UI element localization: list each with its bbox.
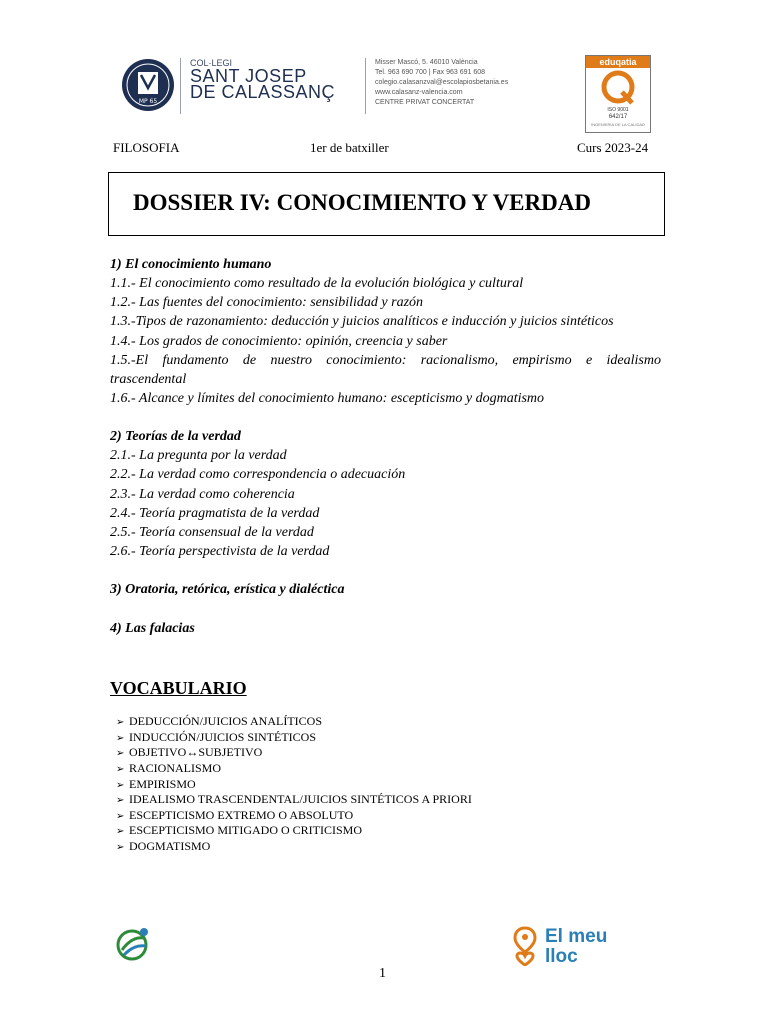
- word: conocimiento:: [326, 353, 407, 368]
- cert-iso: ISO 9001: [607, 107, 629, 113]
- address-line: www.calasanz-valencia.com: [375, 89, 463, 96]
- arrow-bullet-icon: ➢: [116, 733, 125, 744]
- list-item: 1.4.- Los grados de conocimiento: opinión, creencia y saber: [110, 334, 448, 349]
- vocabulary-item: ➢ IDEALISMO TRASCENDENTAL/JUICIOS SINTÉTICOS A PRIORI: [116, 792, 472, 806]
- word: idealismo: [606, 353, 661, 368]
- list-item: 2.1.- La pregunta por la verdad: [110, 448, 287, 463]
- word: racionalismo,: [420, 353, 499, 368]
- word: e: [585, 353, 593, 368]
- school-name-line2: DE CALASSANÇ: [190, 82, 336, 102]
- address-line: Tel. 963 690 700 | Fax 963 691 608: [375, 69, 486, 76]
- q-icon: [601, 70, 635, 106]
- cert-subtitle: INGENIERIA DE LA CALIDAD: [591, 122, 645, 127]
- arrow-bullet-icon: ➢: [116, 842, 125, 853]
- title-box: [108, 172, 665, 236]
- arrow-bullet-icon: ➢: [116, 826, 125, 837]
- school-name-line1: SANT JOSEP: [190, 66, 307, 86]
- word: empirismo: [512, 353, 572, 368]
- vocabulary-item: ➢ EMPIRISMO: [116, 777, 196, 791]
- vocabulary-item: ➢ ESCEPTICISMO MITIGADO O CRITICISMO: [116, 823, 363, 837]
- level-label: 1er de batxiller: [310, 140, 389, 155]
- header-divider: [180, 58, 181, 114]
- list-item: 2.3.- La verdad como coherencia: [110, 487, 295, 502]
- list-item-justified: [110, 353, 661, 369]
- course-label: Curs 2023-24: [577, 140, 649, 155]
- list-item: 2.6.- Teoría perspectivista de la verdad: [110, 544, 330, 559]
- list-item: 1.2.- Las fuentes del conocimiento: sensibilidad y razón: [110, 295, 424, 310]
- section-heading: 1) El conocimiento humano: [110, 257, 272, 272]
- header-divider: [365, 58, 366, 114]
- quality-certification-badge: [585, 55, 651, 133]
- globe-logo-icon: [114, 924, 154, 964]
- subject-label: FILOSOFIA: [113, 140, 180, 155]
- vocabulary-item: ➢ DOGMATISMO: [116, 839, 211, 853]
- list-item: trascendental: [110, 372, 187, 387]
- list-item: 2.5.- Teoría consensual de la verdad: [110, 525, 314, 540]
- arrow-bullet-icon: ➢: [116, 811, 125, 822]
- word: fundamento: [162, 353, 229, 368]
- section-heading: 3) Oratoria, retórica, erística y dialéctica: [110, 582, 345, 597]
- school-address-block: [375, 58, 508, 108]
- el-meu-lloc-logo-text: lloc: [545, 946, 578, 967]
- page-title: DOSSIER IV: CONOCIMIENTO Y VERDAD: [133, 190, 591, 215]
- section-heading: 4) Las falacias: [110, 621, 195, 636]
- arrow-bullet-icon: ➢: [116, 795, 125, 806]
- arrow-bullet-icon: ➢: [116, 748, 125, 759]
- arrow-bullet-icon: ➢: [116, 780, 125, 791]
- vocabulary-item: ➢ RACIONALISMO: [116, 761, 222, 775]
- list-item: 2.2.- La verdad como correspondencia o adecuación: [110, 467, 406, 482]
- page-number: 1: [379, 966, 386, 981]
- vocabulary-item: ➢ ESCEPTICISMO EXTREMO O ABSOLUTO: [116, 808, 354, 822]
- el-meu-lloc-logo-text: El meu: [545, 926, 608, 947]
- svg-text:MP 65: MP 65: [138, 98, 158, 105]
- list-item: 2.4.- Teoría pragmatista de la verdad: [110, 506, 320, 521]
- arrow-bullet-icon: ➢: [116, 764, 125, 775]
- word: de: [242, 353, 257, 368]
- word: nuestro: [270, 353, 312, 368]
- word: 1.5.-El: [110, 353, 149, 368]
- vocabulary-item: ➢ OBJETIVO↔SUBJETIVO: [116, 745, 263, 759]
- arrow-bullet-icon: ➢: [116, 717, 125, 728]
- cert-brand: eduqatia: [586, 56, 650, 68]
- school-seal-logo: [121, 58, 175, 112]
- address-line: colegio.calasanzval@escolapiosbetania.es: [375, 79, 509, 86]
- cert-number: 642/17: [608, 114, 628, 120]
- vocabulary-item: ➢ INDUCCIÓN/JUICIOS SINTÉTICOS: [116, 730, 317, 744]
- list-item: 1.3.-Tipos de razonamiento: deducción y juicios analíticos e inducción y juicios sintéticos: [110, 314, 614, 329]
- school-type-label: COL·LEGI: [190, 58, 233, 68]
- list-item: 1.1.- El conocimiento como resultado de la evolución biológica y cultural: [110, 276, 524, 291]
- map-pin-heart-icon: [512, 926, 538, 966]
- address-line: Misser Mascó, 5. 46010 València: [375, 59, 478, 66]
- vocabulary-title: VOCABULARIO: [110, 678, 247, 698]
- vocabulary-item: ➢ DEDUCCIÓN/JUICIOS ANALÍTICOS: [116, 714, 323, 728]
- section-heading: 2) Teorías de la verdad: [110, 429, 241, 444]
- address-line: CENTRE PRIVAT CONCERTAT: [375, 99, 475, 106]
- list-item: 1.6.- Alcance y límites del conocimiento humano: escepticismo y dogmatismo: [110, 391, 545, 406]
